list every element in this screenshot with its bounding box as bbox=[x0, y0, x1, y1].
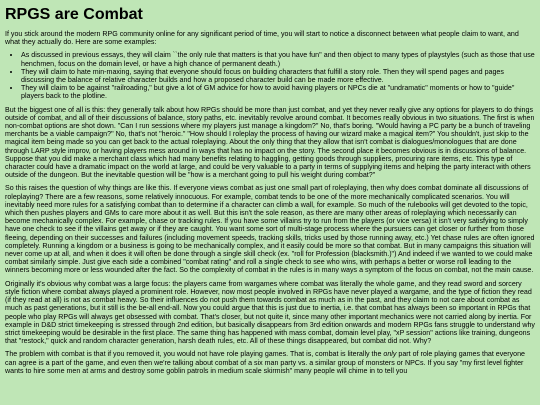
page-title: RPGS are Combat bbox=[5, 6, 143, 23]
body-paragraph: Originally it's obvious why combat was a large focus: the players came from wargames where combat was literally the whole game, and they read sword and sorcery style fiction where combat always played a prominent role. However, now most people involved in RPGs have never played a wargame, and the type of fiction they read (if they read at all) is not as combat heavy. So their influences do not push them towards combat as much as in the past, and they claim to not care about combat as much as past generations, but it still is the be-all end-all. Now you could argue that this is just due to inertia, i.e. that combat has always been so important in RPGs that people who play RPGs will always get obsessed with combat. That's closer, but not quite it, since many other important mechanics were not carried along by inertia. For example in D&D strict timekeeping is stressed through 2nd edition, but basically disappears from 3rd edition onwards and modern RPGs fans struggle to understand why strict timekeeping would be desirable in the first place. The same thing has happened with mass combat, domain level play, "xP session" actions like training, dungeons that "restock," quick and random character generation, harsh death rules, etc. All of these things disappeared, but combat did not. Why? bbox=[5, 279, 535, 346]
list-item: • They will claim to hate min-maxing, saying that everyone should focus on building characters that fulfill a story role. Then they will spend pages and pages discussing the balance of relative character builds and how a proposed character build can be made more effective. bbox=[21, 68, 535, 84]
list-item: • They will claim to be against "railroading," but give a lot of GM advice for how to avoid having players or NPCs die at "undramatic" moments or how to "guide" players back to the plotline. bbox=[21, 84, 535, 100]
text-span: The problem with combat is that if you removed it, you would not have role playing games. That is, combat is literally the bbox=[5, 350, 384, 359]
body-paragraph: So this raises the question of why things are like this. If everyone views combat as just one small part of roleplaying, then why does combat dominate all discussions of roleplaying? There are a few reasons, some relatively innocuous. For example, combat tends to be one of the more mechanically complicated scenarios. You will inevitably need more rules for a satisfying combat than to determine if a character can climb a wall, for example. So much of the rulebooks will get devoted to the topic, which then pushes players and GMs to care more about it as well. But this isn't the sole reason, as there are many other areas of roleplaying which necessarily can become mechanically complex. For example, chase or tracking rules. If you have some villains try to run from the players (or vice versa) it isn't very satisfying to simply have one check to see if the villains get away or if they are caught. You want some sort of multi-stage process where the pursuers can get closer or further from those fleeing, depending on their successes and failures (including movement speeds, tracking skills, tricks used by those running away, etc.) Yet chase rules are often ignored completely. Running a kingdom or a business is going to be mechanically complex, and it easily could be more so that combat. But in many campaigns this situation will never come up at all, and when it does it will often be done through a single skill check (ex. "roll for Profession (blacksmith.)") And indeed if we wanted to we could make combat similarly simple. Just give each side a combined "combat rating" and roll a single check to see who wins, with perhaps a better or worse roll leading to the winners becoming more or less wounded after the fact. So the complexity of combat in the rules is in many ways a symptom of the focus on combat, not the main cause. bbox=[5, 184, 535, 275]
text-span: part of role playing games that everyone can agree is a part of the game, and even then we're talking about combat of a six man party vs. a similar group of monsters or NPCs. If you say "my first level fighter wants to hire some men at arms and destroy some goblin patrols in medium scale skirmish" many people will chime in to tell you bbox=[5, 350, 525, 375]
examples-list bbox=[5, 51, 535, 100]
list-item: • As discussed in previous essays, they will claim ``the only rule that matters is that you have fun'' and then object to many types of playstyles (such as those that use henchmen, focus on the domain level, or have a high chance of permanent death.) bbox=[21, 51, 535, 67]
body-paragraph bbox=[5, 350, 535, 375]
intro-paragraph: If you stick around the modern RPG community online for any significant period of time, you will start to notice a disconnect between what people claim to want, and what they actually do. Here are some examples: bbox=[5, 30, 519, 47]
body-paragraph: But the biggest one of all is this: they generally talk about how RPGs should be more than just combat, and yet they never really give any options for players to do things outside of combat, and all of their discussions of balance, story paths, etc. inevitably revolve around combat. It becomes really obvious in two situations. The first is when non-combat options are shot down. "Can I run sessions where my players just manage a kingdom?" No, that's boring. "Would having a PC party be a bunch of traveling merchants be a viable campaign?" No, that's not "heroic." "How should I roleplay the process of having our wizard make a magical item?" You shouldn't, just skip to the magical item being made so you can get back to the actual roleplaying. About the only thing that they allow that isn't combat is dialogues/monologues that are done through LARP style improv, or having players mess around in ways that has no impact on the story. The second place it becomes obvious is in discussions of balance. Suppose that you did make a merchant class which had many benefits relating to haggling, getting goods through suppliers, procuring rare items, etc. This type of character could have a dramatic impact on the world at large, and could be very valuable to a party in terms of supplying items and helping the party interact with others outside of the dungeon. But the inevitable question will be "how is a merchant going to pull his weight during combat?" bbox=[5, 105, 535, 180]
emphasis: only bbox=[383, 350, 397, 359]
